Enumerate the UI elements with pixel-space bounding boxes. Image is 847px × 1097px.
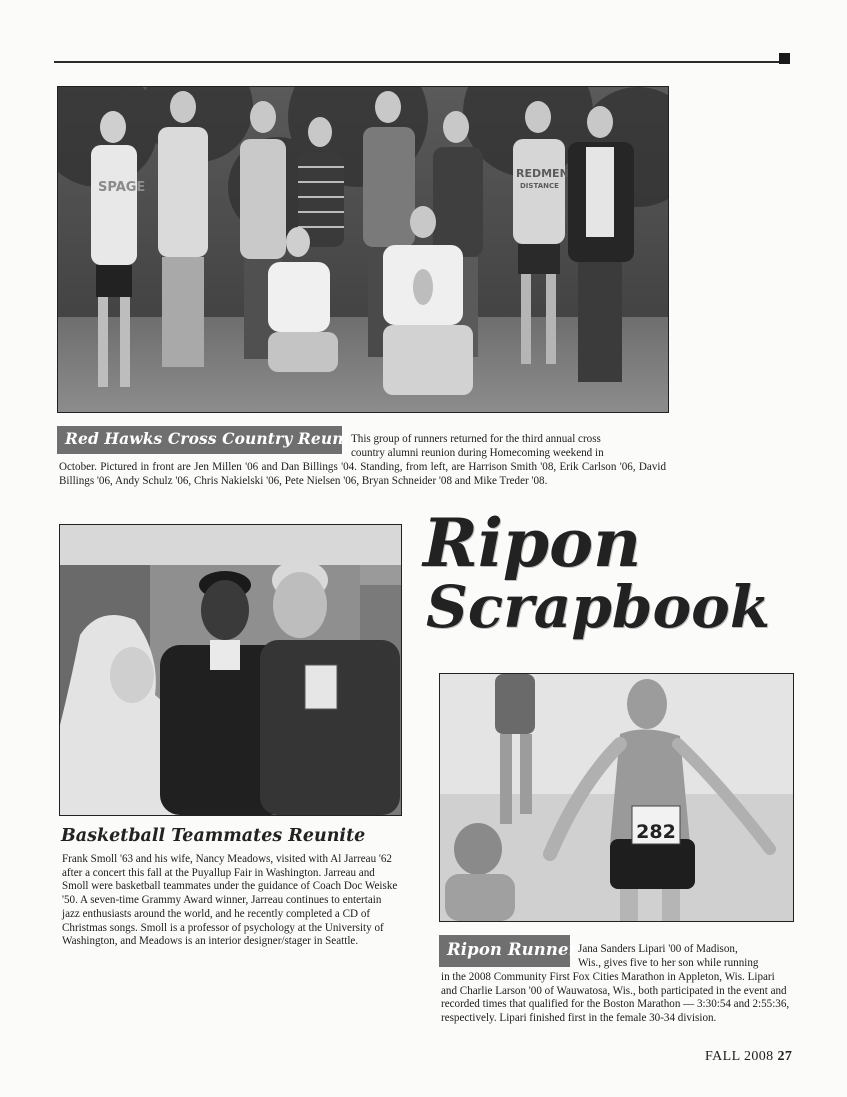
scrapbook-title-scrapbook: Scrapbook [426,573,771,641]
teammates-heading: Basketball Teammates Reunite [61,826,366,846]
issue-label: FALL 2008 [705,1049,774,1064]
top-rule [54,61,782,63]
shirt-text-distance: DISTANCE [520,182,559,190]
reunion-caption-line-1: This group of runners returned for the third annual cross [351,433,601,445]
shirt-text-redmen: REDMEN [516,167,569,180]
runners-caption-line-1: Jana Sanders Lipari '00 of Madison, [578,943,738,955]
page-number: 27 [777,1049,793,1064]
reunion-caption-body: October. Pictured in front are Jen Millen '06 and Dan Billings '04. Standing, from left, are Harrison Smith '08, Erik Carlson '06, David Billings '06, Andy Schulz '06, Chris Nakielski '06, Pete Nielsen '06, Bryan Schneider '08 and Mike Treder '08. [59,461,666,487]
teammates-caption: Frank Smoll '63 and his wife, Nancy Meadows, visited with Al Jarreau '62 after a concert this fall at the Puyallup Fair in Washington. Jarreau and Smoll were basketball teammates under the guidance of Coach Doc Weiske '50. A seven-time Grammy Award winner, Jarreau continues to entertain jazz enthusiasts around the world, and he recently completed a CD of Christmas songs. Smoll is a professor of psychology at the University of Washington, and Meadows is an interior designer/stager in Seattle. [62,853,398,948]
cross-country-group-photo [57,86,669,413]
scrapbook-title-ripon: Ripon [423,504,642,582]
page-folio [705,1049,792,1065]
reunion-heading-banner: Red Hawks Cross Country Reunion [57,426,342,454]
runners-heading-banner: Ripon Runners [439,935,570,967]
shirt-text-spage: SPAGE [98,180,146,195]
runners-caption-body: in the 2008 Community First Fox Cities Marathon in Appleton, Wis. Lipari and Charlie Larson '00 of Wauwatosa, Wis., both participated in the event and recorded times that qualified for the Boston Marathon — 3:30:54 and 2:55:36, respectively. Lipari finished first in the female 30-34 division. [441,971,790,1025]
reunion-caption-line-2: country alumni reunion during Homecoming weekend in [351,447,604,459]
top-square-marker [779,53,790,64]
race-bib-number: 282 [636,821,676,843]
marathon-runner-photo [439,673,794,922]
basketball-teammates-photo [59,524,402,816]
runners-caption-line-2: Wis., gives five to her son while running [578,957,759,969]
